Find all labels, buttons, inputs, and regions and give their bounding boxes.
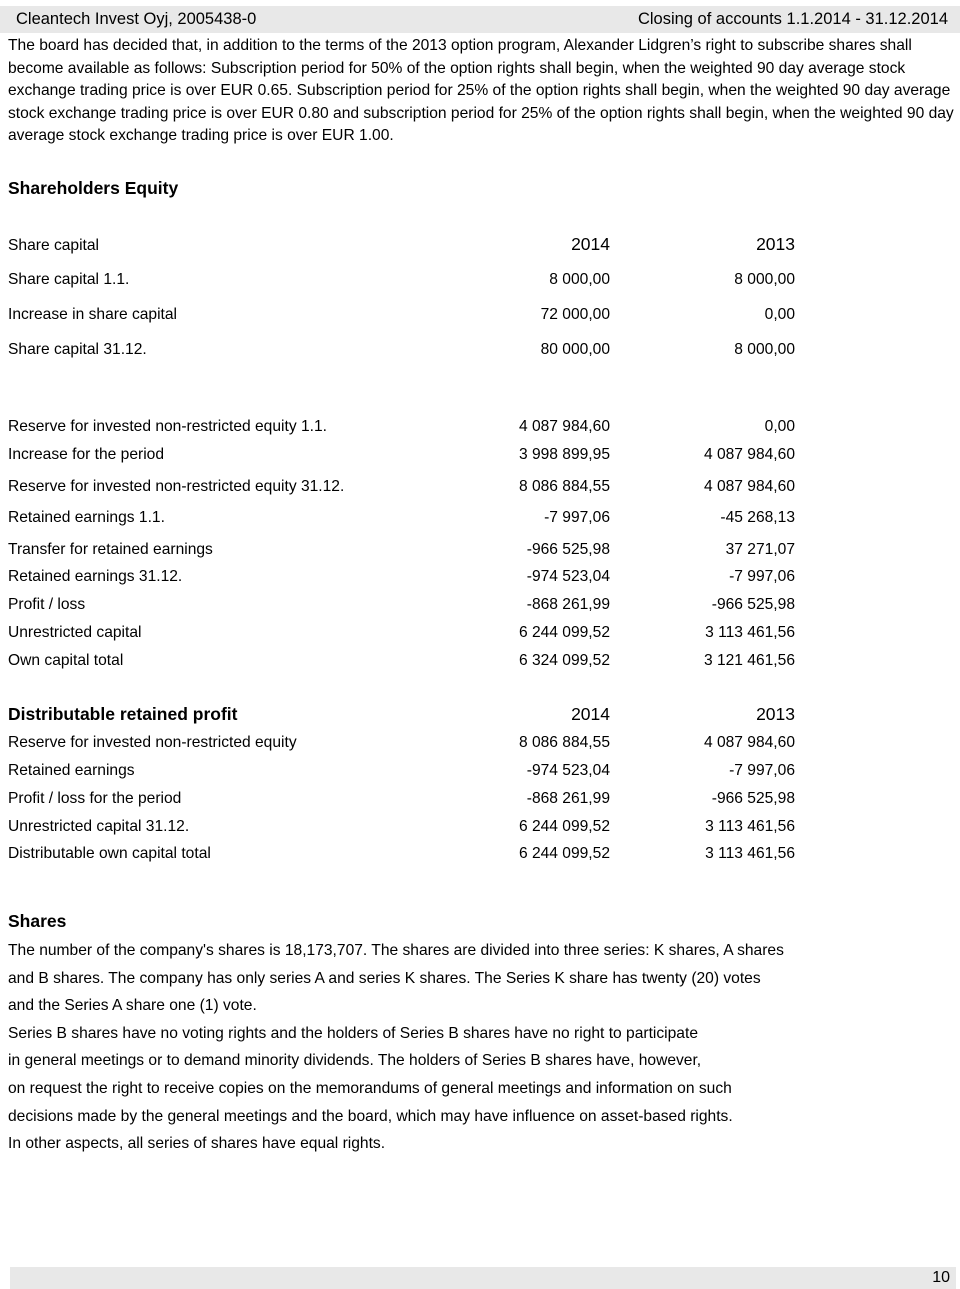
value-2013: 3 113 461,56 (705, 624, 795, 641)
shares-text-line: on request the right to receive copies on the memorandums of general meetings and information on such (8, 1080, 732, 1097)
row-label: Transfer for retained earnings (8, 541, 213, 558)
value-2014: 80 000,00 (540, 341, 610, 358)
row-label: Reserve for invested non-restricted equity 1.1. (8, 418, 327, 435)
table-row (0, 269, 960, 291)
shareholders-equity-heading: Shareholders Equity (8, 178, 179, 198)
equity-year-2014: 2014 (571, 234, 610, 254)
accounting-period: Closing of accounts 1.1.2014 - 31.12.2014 (637, 10, 948, 28)
value-2014: -7 997,06 (544, 509, 610, 526)
shares-text-line: and B shares. The company has only series A and series K shares. The Series K share has twenty (20) votes (8, 970, 761, 987)
value-2013: -7 997,06 (729, 762, 795, 779)
value-2013: 3 121 461,56 (703, 652, 795, 669)
table-row (0, 539, 960, 561)
row-label: Retained earnings 1.1. (8, 509, 165, 526)
row-label: Reserve for invested non-restricted equity 31.12. (8, 478, 345, 495)
value-2014: 6 324 099,52 (518, 652, 610, 669)
row-label: Profit / loss (8, 596, 86, 613)
row-label: Unrestricted capital 31.12. (8, 818, 190, 835)
company-name: Cleantech Invest Oyj, 2005438-0 (16, 10, 257, 28)
distributable-year-2013: 2013 (756, 704, 795, 724)
row-label: Increase for the period (8, 446, 165, 463)
value-2014: -974 523,04 (526, 568, 610, 585)
distributable-profit-heading: Distributable retained profit (8, 704, 238, 724)
option-program-paragraph: The board has decided that, in addition to the terms of the 2013 option program, Alexander Lidgren’s right to subscribe shares shall become available as follows: Subscription period for 50% of the option rights shall begin, when the weighted 90 day average stock exchange trading price is over EUR 0.65. Subscription period for 25% of the option rights shall begin, when the weighted 90 day average stock exchange trading price is over EUR 0.80 and subscription period for 25% of the option rights shall begin, when the weighted 90 day average stock exchange trading price is over EUR 1.00. (8, 37, 954, 145)
table-row (0, 304, 960, 326)
table-row (0, 594, 960, 616)
row-label: Unrestricted capital (8, 624, 142, 641)
page-footer (10, 1267, 956, 1289)
value-2013: 4 087 984,60 (703, 478, 795, 495)
value-2014: 72 000,00 (540, 306, 610, 323)
value-2014: 6 244 099,52 (518, 845, 610, 862)
table-row (0, 566, 960, 588)
table-row (0, 843, 960, 865)
row-label: Retained earnings 31.12. (8, 568, 183, 585)
shares-text-line: In other aspects, all series of shares have equal rights. (8, 1135, 386, 1152)
value-2014: 6 244 099,52 (518, 624, 610, 641)
value-2013: 37 271,07 (725, 541, 795, 558)
row-label: Increase in share capital (8, 306, 178, 323)
row-label: Share capital 31.12. (8, 341, 147, 358)
shares-text-line: The number of the company's shares is 18,173,707. The shares are divided into three series: K shares, A shares (8, 942, 784, 959)
page-number: 10 (932, 1269, 950, 1286)
value-2013: -7 997,06 (729, 568, 795, 585)
table-row (0, 507, 960, 529)
table-row (0, 444, 960, 466)
page-header (0, 6, 960, 33)
table-row (0, 788, 960, 810)
shares-heading: Shares (8, 911, 67, 931)
shares-text-line: in general meetings or to demand minority dividends. The holders of Series B shares have, however, (8, 1052, 702, 1069)
value-2014: 8 000,00 (549, 271, 610, 288)
row-label: Retained earnings (8, 762, 135, 779)
value-2013: 8 000,00 (734, 271, 795, 288)
equity-year-2013: 2013 (756, 234, 795, 254)
row-label: Distributable own capital total (8, 845, 211, 862)
table-row (0, 622, 960, 644)
value-2013: 0,00 (764, 306, 795, 323)
table-row (0, 650, 960, 672)
table-row (0, 476, 960, 498)
value-2014: -966 525,98 (526, 541, 610, 558)
row-label: Share capital 1.1. (8, 271, 130, 288)
distributable-year-2014: 2014 (571, 704, 610, 724)
value-2013: 3 113 461,56 (705, 845, 795, 862)
shares-text-line: Series B shares have no voting rights and the holders of Series B shares have no right to participate (8, 1025, 698, 1042)
value-2014: 4 087 984,60 (518, 418, 610, 435)
value-2013: -966 525,98 (711, 596, 795, 613)
value-2014: -868 261,99 (526, 790, 610, 807)
value-2014: 8 086 884,55 (518, 478, 610, 495)
row-label: Reserve for invested non-restricted equity (8, 734, 297, 751)
value-2013: 8 000,00 (734, 341, 795, 358)
value-2014: 6 244 099,52 (518, 818, 610, 835)
value-2014: -868 261,99 (526, 596, 610, 613)
value-2013: 3 113 461,56 (705, 818, 795, 835)
value-2013: -45 268,13 (720, 509, 795, 526)
value-2014: -974 523,04 (526, 762, 610, 779)
row-label: Own capital total (8, 652, 124, 669)
row-label: Profit / loss for the period (8, 790, 182, 807)
table-row (0, 816, 960, 838)
share-capital-subheading-row (0, 235, 960, 257)
value-2013: 0,00 (764, 418, 795, 435)
table-row (0, 416, 960, 438)
shares-text-line: and the Series A share one (1) vote. (8, 997, 257, 1014)
table-row (0, 732, 960, 754)
table-row (0, 339, 960, 361)
value-2014: 8 086 884,55 (518, 734, 610, 751)
value-2013: -966 525,98 (711, 790, 795, 807)
value-2013: 4 087 984,60 (703, 734, 795, 751)
table-row (0, 760, 960, 782)
shares-text-line: decisions made by the general meetings and the board, which may have influence on asset-based rights. (8, 1108, 733, 1125)
value-2014: 3 998 899,95 (518, 446, 610, 463)
value-2013: 4 087 984,60 (703, 446, 795, 463)
share-capital-subheading: Share capital (8, 237, 100, 254)
